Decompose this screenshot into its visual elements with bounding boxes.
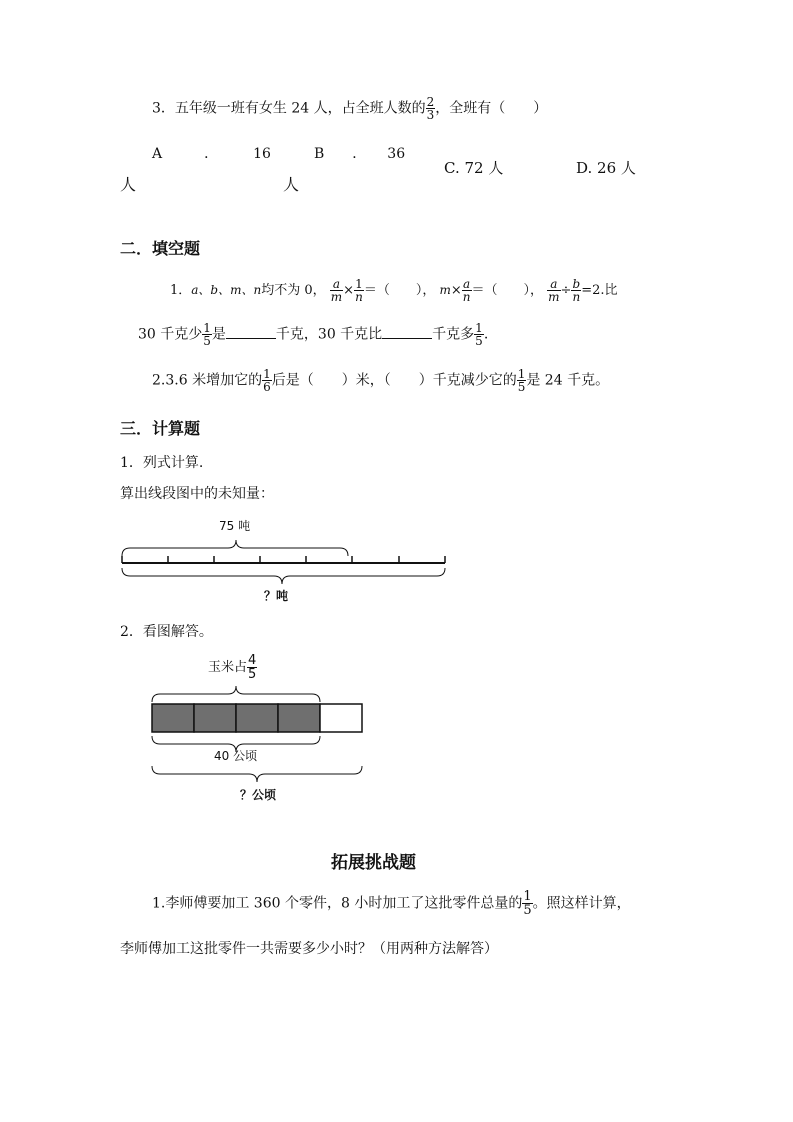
- expr3-frac-a: $\frac{a}{m}$: [548, 277, 560, 304]
- q3-option-b: B ． 36: [314, 146, 406, 162]
- q3-option-a-unit: 人: [120, 175, 137, 194]
- bar-cells: [152, 704, 362, 732]
- calc-q1-sub: 算出线段图中的未知量：: [120, 486, 274, 502]
- calc-q1: 1．列式计算.: [120, 455, 204, 471]
- calc-q2: 2．看图解答。: [120, 624, 213, 640]
- q3-stem-post: ，全班有（ ）: [435, 100, 548, 117]
- section3-title: 三．计算题: [120, 419, 201, 438]
- q3-option-d: D. 26 人: [576, 159, 636, 177]
- q3-stem-pre: 3．五年级一班有女生 24 人，占全班人数的: [152, 100, 426, 117]
- bar-cell-shaded: [152, 704, 194, 732]
- expr2-frac: $\frac{a}{n}$: [462, 277, 471, 304]
- diagram2-mid-label: 40 公顷: [214, 749, 258, 763]
- four-fifths-frac: $\frac{4}{5}$: [248, 653, 257, 682]
- diagram2-bottom-label: ？公顷: [240, 788, 277, 802]
- q3-option-c: C. 72 人: [444, 159, 504, 177]
- expr3-frac-b: $\frac{b}{n}$: [572, 277, 581, 304]
- one-sixth-frac: $\frac{1}{6}$: [263, 367, 271, 394]
- expr1-frac-a: $\frac{a}{m}$: [330, 277, 343, 304]
- fill-q2: 2.3.6 米增加它的 $\frac{1}{6}$ 后是（ ）米，（ ）千克减少它的 $\frac{1}{5}$ 是 24 千克。: [152, 367, 610, 394]
- bar-cell-shaded: [194, 704, 236, 732]
- challenge-frac: $\frac{1}{5}$: [523, 889, 532, 918]
- section2-title: 二．填空题: [120, 239, 201, 258]
- diagram1-bottom-label: ？吨: [264, 589, 289, 603]
- fill-q1-line2: 30 千克少 $\frac{1}{5}$ 是 千克，30 千克比 千克多 $\frac{1}{5}$ .: [138, 321, 489, 348]
- q3-fraction: $\frac{2}{3}$: [426, 95, 435, 122]
- bottom-brace-2: [152, 766, 362, 782]
- bar-cell-empty: [320, 704, 362, 732]
- one-fifth-frac-3: $\frac{1}{5}$: [517, 367, 526, 394]
- one-fifth-frac-2: $\frac{1}{5}$: [475, 321, 483, 348]
- diagram1-top-label: 75 吨: [219, 519, 251, 533]
- q3-option-a: A ． 16: [152, 146, 271, 162]
- challenge-q1-line2: 李师傅加工这批零件一共需要多少小时？（用两种方法解答）: [120, 941, 498, 957]
- challenge-title: 拓展挑战题: [331, 853, 416, 873]
- one-fifth-frac: $\frac{1}{5}$: [203, 321, 211, 348]
- q3-option-b-unit: 人: [283, 175, 300, 194]
- bar-cell-shaded: [278, 704, 320, 732]
- bar-cell-shaded: [236, 704, 278, 732]
- top-brace-2: [152, 686, 320, 702]
- diagram2-top-label: 玉米占 $\frac{4}{5}$: [208, 653, 257, 682]
- challenge-q1-line1: 1.李师傅要加工 360 个零件，8 小时加工了这批零件总量的 $\frac{1}{5}$ 。照这样计算，: [152, 889, 631, 918]
- fill-q1-line1: 1．a、b、m、n均不为 0， $\frac{a}{m}$ × $\frac{1}{n}$ ＝（ ）， m× $\frac{a}{n}$ ＝（ ）， $\frac{a}{m}$ ÷ $\frac{b}{n}$ =2.比: [170, 277, 618, 304]
- expr1-frac-b: $\frac{1}{n}$: [355, 277, 363, 304]
